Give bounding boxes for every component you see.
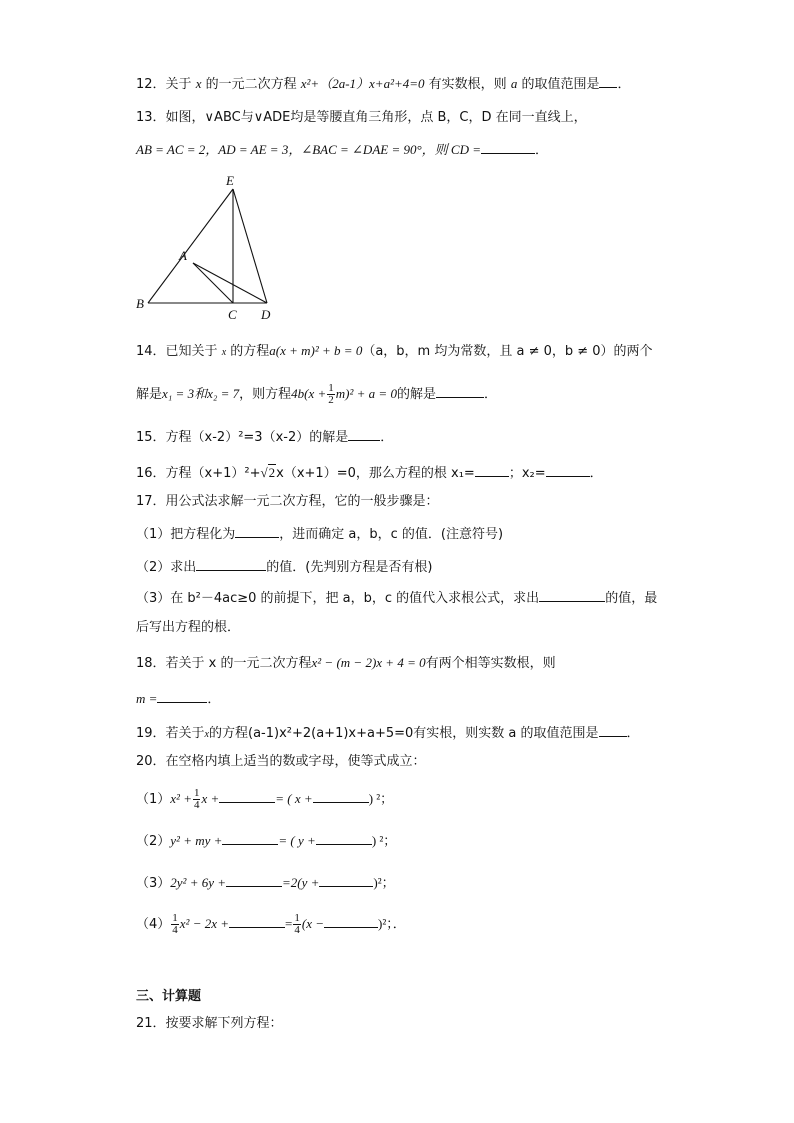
fraction-one-quarter: $\frac{1}{4}$ xyxy=(193,787,200,811)
fraction-one-half: $\frac{1}{2}$ xyxy=(328,382,334,406)
fraction-one-quarter: $\frac{1}{4}$ xyxy=(294,912,300,936)
answer-blank[interactable] xyxy=(599,73,617,88)
answer-blank[interactable] xyxy=(313,788,369,803)
question-15: 15．方程（x-2）²=3（x-2）的解是 ． xyxy=(136,426,393,448)
answer-blank[interactable] xyxy=(226,872,282,887)
answer-blank[interactable] xyxy=(436,383,484,398)
answer-blank[interactable] xyxy=(539,587,605,602)
question-13: 13．如图，∨ABC与∨ADE均是等腰直角三角形，点 B，C，D 在同一直线上， xyxy=(136,110,587,125)
question-20-item2: （2）y² + my + = ( y + ) ²； xyxy=(136,830,396,852)
label-A: A xyxy=(179,248,187,263)
question-13-condition: AB = AC = 2，AD = AE = 3，∠BAC = ∠DAE = 90°，则 CD = ． xyxy=(136,139,548,161)
question-14-line2: 解是x₁ = 3和x₂ = 7，则方程4b(x + $\frac{1}{2}$ m)² + a = 0的解是 ． xyxy=(136,382,497,406)
segment-ED xyxy=(233,189,267,303)
question-12: 12．关于 x 的一元二次方程 x²+（2a-1）x+a²+4=0 有实数根，则 a 的取值范围是 ． xyxy=(136,73,631,95)
question-17-step3-cont: 后写出方程的根． xyxy=(136,620,241,635)
answer-blank[interactable] xyxy=(235,523,279,538)
answer-blank[interactable] xyxy=(481,139,535,154)
answer-blank[interactable] xyxy=(319,872,373,887)
answer-blank[interactable] xyxy=(196,556,266,571)
question-17-step2: （2）求出 的值．(先判别方程是否有根) xyxy=(136,556,432,578)
label-D: D xyxy=(261,307,271,322)
segment-AD xyxy=(193,263,267,303)
answer-blank-x2[interactable] xyxy=(546,462,590,477)
question-20-item1: （1）x² + $\frac{1}{4}$ x + = ( x + ) ²； xyxy=(136,787,394,811)
question-17-step3: （3）在 b²－4ac≥0 的前提下，把 a，b，c 的值代入求根公式，求出 的值，最 xyxy=(136,587,657,609)
fraction-one-quarter: $\frac{1}{4}$ xyxy=(172,912,178,936)
question-18-answer: m = ． xyxy=(136,688,220,710)
question-21: 21．按要求解下列方程： xyxy=(136,1016,283,1031)
equation: x²+（2a-1）x+a²+4=0 xyxy=(300,76,425,91)
answer-blank[interactable] xyxy=(229,913,285,928)
question-18: 18．若关于 x 的一元二次方程x² − (m − 2)x + 4 = 0有两个相等实数根，则 xyxy=(136,655,556,671)
figure-lines xyxy=(148,189,267,303)
answer-blank[interactable] xyxy=(316,830,372,845)
segment-AC xyxy=(193,263,233,303)
triangle-figure xyxy=(130,170,280,322)
question-14: 14．已知关于 x 的方程a(x + m)² + b = 0（a，b，m 均为常数，且 a ≠ 0，b ≠ 0）的两个 xyxy=(136,343,653,359)
question-20: 20．在空格内填上适当的数或字母，使等式成立： xyxy=(136,754,426,769)
answer-blank[interactable] xyxy=(222,830,278,845)
label-C: C xyxy=(228,307,237,322)
answer-blank[interactable] xyxy=(599,722,627,737)
sqrt-2: √2 xyxy=(260,465,276,480)
answer-blank[interactable] xyxy=(348,426,380,441)
question-20-item4: （4） $\frac{1}{4}$ x² − 2x + = $\frac{1}{4}$ (x − )²；． xyxy=(136,912,406,936)
question-17: 17．用公式法求解一元二次方程，它的一般步骤是： xyxy=(136,494,439,509)
question-16: 16．方程（x+1）²+√2x（x+1）=0，那么方程的根 x₁= ；x₂= ． xyxy=(136,462,603,484)
answer-blank[interactable] xyxy=(324,913,378,928)
label-B: B xyxy=(136,296,144,311)
answer-blank-x1[interactable] xyxy=(475,462,509,477)
section-title-calculation: 三、计算题 xyxy=(136,989,202,1004)
equation: a(x + m)² + b = 0 xyxy=(269,343,363,358)
label-E: E xyxy=(226,173,234,188)
answer-blank[interactable] xyxy=(157,688,207,703)
segment-BE xyxy=(148,189,233,303)
question-19: 19．若关于x的方程(a-1)x²+2(a+1)x+a+5=0有实根，则实数 a 的取值范围是 ． xyxy=(136,722,640,745)
equation: x² − (m − 2)x + 4 = 0 xyxy=(311,655,426,670)
question-20-item3: （3）2y² + 6y + =2(y + )²； xyxy=(136,872,395,894)
answer-blank[interactable] xyxy=(219,788,275,803)
question-17-step1: （1）把方程化为 ，进而确定 a，b，c 的值．(注意符号) xyxy=(136,523,503,545)
